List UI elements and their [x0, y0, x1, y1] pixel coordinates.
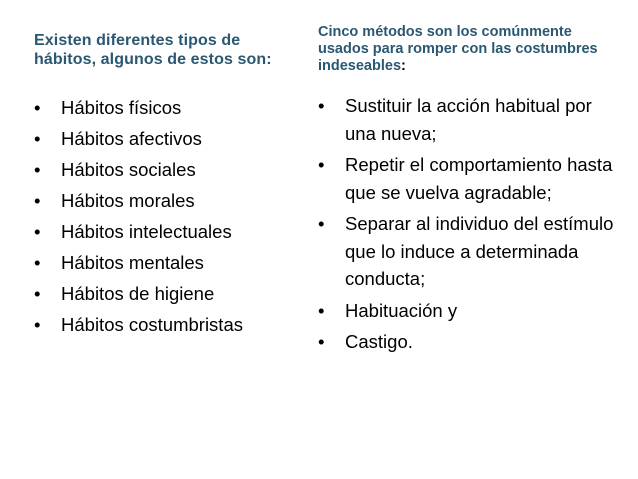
bullet-icon [34, 216, 54, 247]
list-item [318, 151, 617, 206]
list-item [34, 309, 243, 340]
list-item-text: Hábitos costumbristas [61, 314, 243, 335]
bullet-icon [34, 154, 54, 185]
list-item-text: Habituación y [345, 299, 458, 321]
list-item [318, 92, 617, 147]
list-item [34, 123, 243, 154]
list-item-text: Hábitos morales [61, 190, 195, 211]
list-item [318, 297, 617, 325]
bullet-icon [34, 278, 54, 309]
bullet-icon [318, 297, 338, 325]
list-item-text: Sustituir la acción habitual por una nueva; [345, 95, 592, 144]
list-item [34, 278, 243, 309]
right-heading-colon: : [401, 58, 406, 74]
bullet-icon [34, 185, 54, 216]
list-item [318, 328, 617, 356]
bullet-icon [34, 92, 54, 123]
bullet-icon [34, 309, 54, 340]
list-item-text: Repetir el comportamiento hasta que se vuelva agradable; [345, 154, 613, 203]
methods-list [318, 92, 617, 360]
list-item-text: Hábitos sociales [61, 159, 196, 180]
bullet-icon [34, 123, 54, 154]
list-item-text: Hábitos intelectuales [61, 221, 232, 242]
list-item-text: Hábitos mentales [61, 252, 204, 273]
list-item-text: Hábitos afectivos [61, 128, 202, 149]
habit-types-list [34, 92, 243, 340]
list-item-text: Hábitos de higiene [61, 283, 215, 304]
list-item-text: Separar al individuo del estímulo que lo induce a determinada conducta; [345, 213, 614, 289]
bullet-icon [318, 328, 338, 356]
bullet-icon [34, 247, 54, 278]
left-heading: Existen diferentes tipos de hábitos, algunos de estos son: [34, 32, 272, 68]
list-item [34, 247, 243, 278]
list-item [34, 92, 243, 123]
bullet-icon [318, 151, 338, 179]
list-item [34, 216, 243, 247]
bullet-icon [318, 210, 338, 238]
list-item [34, 185, 243, 216]
list-item-text: Castigo. [345, 331, 413, 352]
right-heading [318, 24, 618, 75]
bullet-icon [318, 92, 338, 120]
right-heading-text: Cinco métodos son los comúnmente usados para romper con las costumbres indeseables [318, 24, 598, 74]
list-item [34, 154, 243, 185]
list-item-text: Hábitos físicos [61, 97, 182, 118]
list-item [318, 210, 617, 293]
